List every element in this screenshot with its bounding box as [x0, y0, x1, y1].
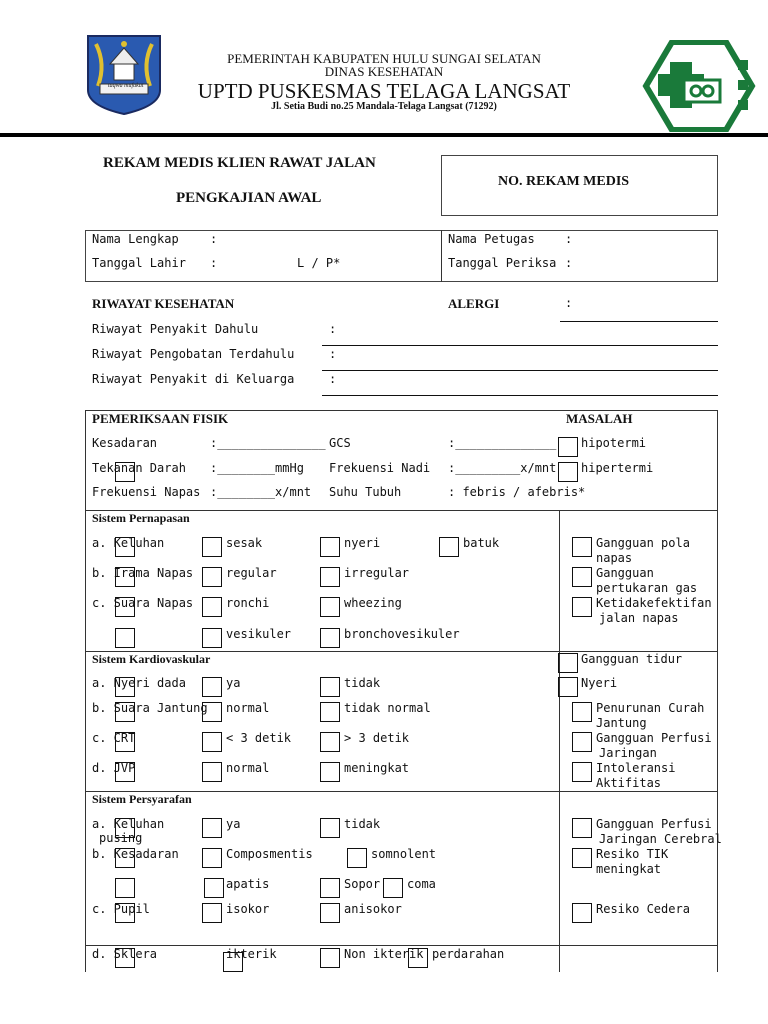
somnolent-checkbox[interactable] — [347, 848, 367, 868]
jalan-napas-label2: jalan napas — [599, 611, 679, 625]
nyeri-dada-ya-checkbox[interactable] — [202, 677, 222, 697]
alergi-colon[interactable]: : — [565, 296, 573, 310]
emblem-motto: taqwa mufakat — [108, 83, 144, 89]
pengobatan-line — [322, 370, 718, 371]
perfusi-jaringan-checkbox[interactable] — [572, 732, 592, 752]
tekanan-field[interactable]: :________mmHg — [210, 461, 304, 475]
resiko-tik-label2: meningkat — [596, 862, 662, 876]
riwayat-heading: RIWAYAT KESEHATAN — [92, 296, 235, 311]
keluhan-saraf-label: a. Keluhan — [92, 817, 165, 831]
masalah-column-divider — [559, 510, 560, 972]
perdarahan-checkbox[interactable] — [408, 948, 428, 968]
batuk-checkbox[interactable] — [439, 537, 459, 557]
suhu-label: Suhu Tubuh — [329, 485, 402, 499]
sopor-label: Sopor — [344, 877, 381, 891]
gcs-label: GCS — [329, 436, 351, 450]
napas-label: Frekuensi Napas — [92, 485, 201, 499]
penyakit-dahulu-colon[interactable]: : — [329, 322, 337, 336]
coma-label: coma — [407, 877, 436, 891]
alergi-label: ALERGI — [448, 296, 500, 311]
intoleransi-label: Intoleransi — [596, 761, 676, 775]
coma-checkbox[interactable] — [383, 878, 403, 898]
gangguan-tidur-checkbox[interactable] — [558, 653, 578, 673]
ronchi-checkbox[interactable] — [202, 597, 222, 617]
sklera-rule — [85, 945, 718, 946]
perdarahan-label: perdarahan — [432, 947, 505, 961]
wheezing-checkbox[interactable] — [320, 597, 340, 617]
perfusi-cerebral-label: Gangguan Perfusi — [596, 817, 712, 831]
vesikuler-checkbox[interactable] — [202, 628, 222, 648]
gangguan-pola-napas-checkbox[interactable] — [572, 537, 592, 557]
header-line1: PEMERINTAH KABUPATEN HULU SUNGAI SELATAN — [227, 51, 541, 66]
kardio-heading: Sistem Kardiovaskular — [92, 652, 211, 666]
jvp-meningkat-checkbox[interactable] — [320, 762, 340, 782]
ikterik-label: ikterik — [226, 947, 277, 961]
fisik-heading: PEMERIKSAAN FISIK — [92, 411, 229, 426]
curah-jantung-label2: Jantung — [596, 716, 647, 730]
nyeri-dada-tidak-checkbox[interactable] — [320, 677, 340, 697]
nadi-field[interactable]: :_________x/mnt — [448, 461, 557, 475]
sopor-checkbox[interactable] — [320, 878, 340, 898]
perfusi-jaringan-label: Gangguan Perfusi — [596, 731, 712, 745]
keluhan-ya-checkbox[interactable] — [202, 818, 222, 838]
perfusi-cerebral-label2: Jaringan Cerebral — [599, 832, 722, 846]
hipotermi-label: hipotermi — [581, 436, 647, 450]
penyakit-dahulu-line — [322, 345, 718, 346]
tanggal-periksa-label: Tanggal Periksa — [448, 256, 557, 270]
sesak-checkbox[interactable] — [202, 537, 222, 557]
pengobatan-colon[interactable]: : — [329, 347, 337, 361]
crt-label: c. CRT — [92, 731, 136, 745]
tanggal-lahir-colon[interactable]: : — [210, 256, 218, 270]
nama-lengkap-label: Nama Lengkap — [92, 232, 179, 246]
pernapasan-heading: Sistem Pernapasan — [92, 511, 190, 525]
no-rekam-medis-box[interactable] — [441, 155, 718, 216]
nyeri-dada-ya-label: ya — [226, 676, 241, 690]
keluhan-tidak-checkbox[interactable] — [320, 818, 340, 838]
irregular-checkbox[interactable] — [320, 567, 340, 587]
regular-label: regular — [226, 566, 277, 580]
suara-napas-extra-checkbox[interactable] — [115, 628, 135, 648]
curah-jantung-label: Penurunan Curah — [596, 701, 705, 715]
keluarga-colon[interactable]: : — [329, 372, 337, 386]
saraf-heading: Sistem Persyarafan — [92, 792, 192, 806]
composmentis-label: Composmentis — [226, 847, 313, 861]
identity-divider — [441, 230, 442, 282]
batuk-label: batuk — [463, 536, 500, 550]
wheezing-label: wheezing — [344, 596, 402, 610]
jalan-napas-checkbox[interactable] — [572, 597, 592, 617]
nyeri-napas-label: nyeri — [344, 536, 381, 550]
bronchovesikuler-checkbox[interactable] — [320, 628, 340, 648]
non-ikterik-label: Non ikterik — [344, 947, 424, 961]
form-subtitle: PENGKAJIAN AWAL — [176, 190, 322, 206]
puskesmas-logo — [640, 40, 756, 132]
jvp-normal-label: normal — [226, 761, 270, 775]
napas-field[interactable]: :________x/mnt — [210, 485, 312, 499]
anisokor-label: anisokor — [344, 902, 402, 916]
jalan-napas-label: Ketidakefektifan — [596, 596, 712, 610]
hipertermi-checkbox[interactable] — [558, 462, 578, 482]
composmentis-checkbox[interactable] — [202, 848, 222, 868]
fisik-right-border — [717, 410, 718, 972]
fisik-left-border — [85, 410, 86, 972]
keluarga-line — [322, 395, 718, 396]
jvp-normal-checkbox[interactable] — [202, 762, 222, 782]
crt-lt3-checkbox[interactable] — [202, 732, 222, 752]
kesadaran-label: Kesadaran — [92, 436, 158, 450]
kesadaran-field[interactable]: :_______________ — [210, 436, 326, 450]
nyeri-dada-tidak-label: tidak — [344, 676, 381, 690]
nyeri-dada-label: a. Nyeri dada — [92, 676, 186, 690]
tekanan-label: Tekanan Darah — [92, 461, 186, 475]
no-rekam-medis-label: NO. REKAM MEDIS — [498, 174, 630, 189]
sesak-label: sesak — [226, 536, 263, 550]
resiko-cedera-checkbox[interactable] — [572, 903, 592, 923]
ronchi-label: ronchi — [226, 596, 270, 610]
nyeri-masalah-label: Nyeri — [581, 676, 618, 690]
header-address: Jl. Setia Budi no.25 Mandala-Telaga Langsat (71292) — [271, 101, 497, 112]
nama-petugas-label: Nama Petugas — [448, 232, 535, 246]
irregular-label: irregular — [344, 566, 410, 580]
nadi-label: Frekuensi Nadi — [329, 461, 431, 475]
gender-field[interactable]: L / P* — [297, 256, 341, 270]
keluhan-napas-label: a. Keluhan — [92, 536, 165, 550]
pengobatan-label: Riwayat Pengobatan Terdahulu — [92, 347, 295, 361]
keluhan-ya-label: ya — [226, 817, 241, 831]
sklera-label: d. Sklera — [92, 947, 158, 961]
pupil-label: c. Pupil — [92, 902, 150, 916]
isokor-checkbox[interactable] — [202, 903, 222, 923]
gangguan-pola-napas-label2: napas — [596, 551, 633, 565]
intoleransi-checkbox[interactable] — [572, 762, 592, 782]
kesadaran-extra-checkbox[interactable] — [115, 878, 135, 898]
suhu-field[interactable]: : febris / afebris* — [448, 485, 586, 499]
hipotermi-checkbox[interactable] — [558, 437, 578, 457]
pusing-label: pusing — [99, 831, 143, 845]
perfusi-jaringan-label2: Jaringan — [599, 746, 657, 760]
nyeri-masalah-checkbox[interactable] — [558, 677, 578, 697]
resiko-cedera-label: Resiko Cedera — [596, 902, 690, 916]
penyakit-dahulu-label: Riwayat Penyakit Dahulu — [92, 322, 259, 336]
somnolent-label: somnolent — [371, 847, 437, 861]
gangguan-tidur-label: Gangguan tidur — [581, 652, 683, 666]
jantung-normal-checkbox[interactable] — [202, 702, 222, 722]
tanggal-periksa-colon[interactable]: : — [565, 256, 573, 270]
header-rule — [0, 133, 768, 137]
puskesmas-logo-icon — [640, 40, 756, 132]
vesikuler-label: vesikuler — [226, 627, 292, 641]
nama-petugas-colon[interactable]: : — [565, 232, 573, 246]
non-ikterik-checkbox[interactable] — [320, 948, 340, 968]
gangguan-gas-label: Gangguan — [596, 566, 654, 580]
resiko-tik-label: Resiko TIK — [596, 847, 669, 861]
gcs-field[interactable]: :______________ — [448, 436, 557, 450]
gangguan-pola-napas-label: Gangguan pola — [596, 536, 690, 550]
keluarga-label: Riwayat Penyakit di Keluarga — [92, 372, 295, 386]
curah-jantung-checkbox[interactable] — [572, 702, 592, 722]
isokor-label: isokor — [226, 902, 270, 916]
keluhan-tidak-label: tidak — [344, 817, 381, 831]
kesadaran-saraf-label: b. Kesadaran — [92, 847, 179, 861]
form-title: REKAM MEDIS KLIEN RAWAT JALAN — [103, 155, 376, 171]
jantung-tidak-normal-checkbox[interactable] — [320, 702, 340, 722]
intoleransi-label2: Aktifitas — [596, 776, 662, 790]
irama-label: b. Irama Napas — [92, 566, 194, 580]
apatis-label: apatis — [226, 877, 270, 891]
jvp-label: d. JVP — [92, 761, 136, 775]
jantung-normal-label: normal — [226, 701, 270, 715]
gangguan-gas-checkbox[interactable] — [572, 567, 592, 587]
crt-lt3-label: < 3 detik — [226, 731, 292, 745]
gangguan-gas-label2: pertukaran gas — [596, 581, 698, 595]
crt-gt3-checkbox[interactable] — [320, 732, 340, 752]
apatis-checkbox[interactable] — [204, 878, 224, 898]
alergi-line — [560, 321, 718, 322]
bronchovesikuler-label: bronchovesikuler — [344, 627, 460, 641]
jantung-tidak-normal-label: tidak normal — [344, 701, 431, 715]
header-title: UPTD PUSKESMAS TELAGA LANGSAT — [197, 79, 571, 103]
hipertermi-label: hipertermi — [581, 461, 654, 475]
anisokor-checkbox[interactable] — [320, 903, 340, 923]
tanggal-lahir-label: Tanggal Lahir — [92, 256, 186, 270]
regular-checkbox[interactable] — [202, 567, 222, 587]
suara-jantung-label: b. Suara Jantung — [92, 701, 208, 715]
nyeri-napas-checkbox[interactable] — [320, 537, 340, 557]
jvp-meningkat-label: meningkat — [344, 761, 410, 775]
suara-napas-label: c. Suara Napas — [92, 596, 194, 610]
resiko-tik-checkbox[interactable] — [572, 848, 592, 868]
crt-gt3-label: > 3 detik — [344, 731, 410, 745]
masalah-heading: MASALAH — [566, 411, 633, 426]
header-line2: DINAS KESEHATAN — [324, 64, 444, 79]
nama-lengkap-colon[interactable]: : — [210, 232, 218, 246]
perfusi-cerebral-checkbox[interactable] — [572, 818, 592, 838]
